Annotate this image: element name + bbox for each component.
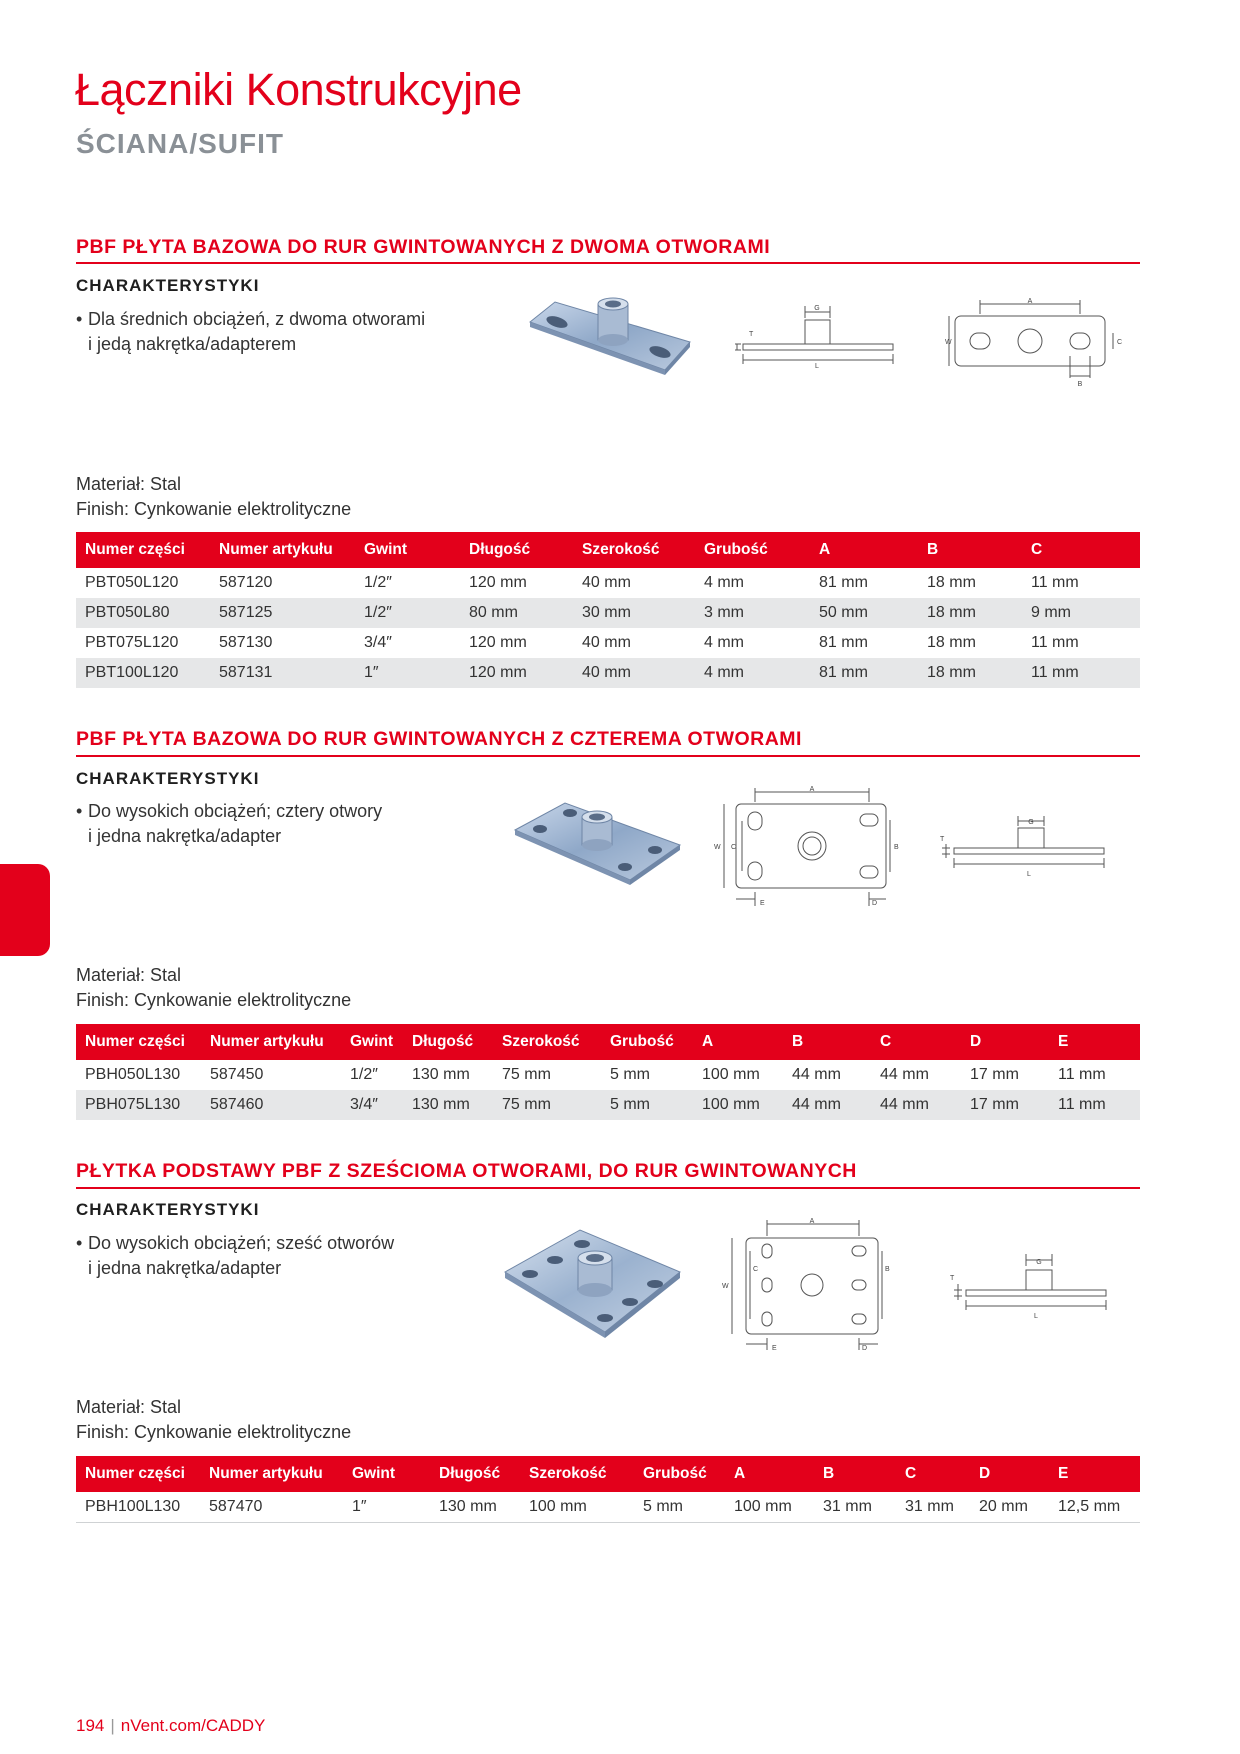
dim-label-d: D bbox=[862, 1345, 868, 1352]
dim-label-a: A bbox=[1027, 298, 1033, 305]
product-photo-two-hole-plate bbox=[525, 292, 695, 382]
table-cell: 4 mm bbox=[704, 634, 744, 651]
column-header: Długość bbox=[403, 1024, 493, 1060]
column-header: A bbox=[810, 532, 918, 568]
column-header: Numer artykułu bbox=[201, 1024, 341, 1060]
section-1-title: PBF PŁYTA BAZOWA DO RUR GWINTOWANYCH Z DWOMA OTWORAMI bbox=[76, 236, 771, 258]
table-header-row bbox=[76, 532, 1140, 568]
table-row bbox=[76, 658, 1140, 688]
table-cell: 12,5 mm bbox=[1049, 1492, 1140, 1523]
table-cell: 100 mm bbox=[702, 1066, 760, 1083]
section-2-finish: Finish: Cynkowanie elektrolityczne bbox=[76, 990, 352, 1010]
dim-label-t: T bbox=[940, 836, 945, 843]
column-header: Szerokość bbox=[520, 1456, 634, 1492]
dim-label-b: B bbox=[1077, 381, 1083, 388]
column-header: Szerokość bbox=[573, 532, 695, 568]
column-header: D bbox=[970, 1456, 1049, 1492]
table-cell: 120 mm bbox=[469, 634, 527, 651]
table-cell: 11 mm bbox=[1022, 658, 1140, 688]
section-3-bullet: • Do wysokich obciążeń; sześć otworów i jedna nakrętka/adapter bbox=[76, 1231, 476, 1281]
dim-label-b: B bbox=[894, 844, 899, 851]
table-cell: 18 mm bbox=[927, 574, 976, 591]
table-cell: 11 mm bbox=[1031, 574, 1079, 591]
section-1-bullet: • Dla średnich obciążeń, z dwoma otworami i jedą nakrętka/adapterem bbox=[76, 307, 476, 357]
spec-table-1 bbox=[76, 532, 1140, 688]
table-cell: 3/4″ bbox=[341, 1090, 403, 1120]
table-row bbox=[76, 598, 1140, 628]
section-3-material: Materiał: Stal bbox=[76, 1397, 182, 1417]
table-cell: 17 mm bbox=[970, 1066, 1019, 1083]
section-2-bullet-line2: i jedna nakrętka/adapter bbox=[88, 826, 282, 846]
section-3-char-label: CHARAKTERYSTYKI bbox=[76, 1200, 260, 1219]
column-header: Numer części bbox=[76, 532, 210, 568]
top-view-diagram-2 bbox=[712, 784, 912, 910]
spec-table-3 bbox=[76, 1456, 1140, 1523]
section-1-bullet-line1: Dla średnich obciążeń, z dwoma otworami bbox=[88, 309, 426, 329]
table-cell: 80 mm bbox=[460, 598, 573, 628]
column-header: Numer artykułu bbox=[200, 1456, 343, 1492]
table-cell: 40 mm bbox=[582, 574, 631, 591]
table-cell: 30 mm bbox=[573, 598, 695, 628]
section-2-rule bbox=[76, 755, 1140, 757]
top-view-diagram-1 bbox=[945, 296, 1135, 388]
dim-label-w: W bbox=[722, 1283, 729, 1290]
footer-separator: | bbox=[110, 1716, 115, 1735]
column-header: Grubość bbox=[601, 1024, 693, 1060]
column-header: B bbox=[783, 1024, 871, 1060]
table-row bbox=[76, 568, 1140, 598]
side-view-diagram-3 bbox=[950, 1250, 1120, 1322]
table-cell: 20 mm bbox=[970, 1492, 1049, 1523]
dim-label-t: T bbox=[749, 331, 754, 338]
table-header-row bbox=[76, 1456, 1140, 1492]
table-row bbox=[76, 628, 1140, 658]
table-cell: 17 mm bbox=[961, 1090, 1049, 1120]
page-subtitle: ŚCIANA/SUFIT bbox=[76, 128, 284, 159]
table-cell: 120 mm bbox=[469, 574, 527, 591]
table-cell: PBH075L130 bbox=[76, 1090, 201, 1120]
column-header: B bbox=[918, 532, 1022, 568]
side-view-diagram-1 bbox=[735, 300, 905, 375]
column-header: Gwint bbox=[341, 1024, 403, 1060]
table-cell: 31 mm bbox=[896, 1492, 970, 1523]
table-cell: 40 mm bbox=[573, 658, 695, 688]
table-cell: 75 mm bbox=[502, 1066, 551, 1083]
table-cell: 587130 bbox=[219, 634, 273, 651]
table-cell: 1″ bbox=[355, 658, 460, 688]
table-cell: 5 mm bbox=[610, 1066, 650, 1083]
column-header: Grubość bbox=[695, 532, 810, 568]
table-cell: 75 mm bbox=[493, 1090, 601, 1120]
table-cell: 11 mm bbox=[1049, 1090, 1140, 1120]
spec-table-2 bbox=[76, 1024, 1140, 1120]
table-cell: 81 mm bbox=[819, 634, 868, 651]
table-cell: 40 mm bbox=[582, 634, 631, 651]
section-3-bullet-line2: i jedna nakrętka/adapter bbox=[88, 1258, 282, 1278]
table-row bbox=[76, 1492, 1140, 1523]
column-header: E bbox=[1049, 1456, 1140, 1492]
table-cell: 44 mm bbox=[871, 1090, 961, 1120]
section-3-bullet-line1: Do wysokich obciążeń; sześć otworów bbox=[88, 1233, 395, 1253]
table-cell: 120 mm bbox=[460, 658, 573, 688]
dim-label-c: C bbox=[1117, 339, 1123, 346]
table-cell: PBH050L130 bbox=[85, 1066, 181, 1083]
dim-label-c: C bbox=[731, 844, 737, 851]
dim-label-g: G bbox=[1028, 819, 1034, 826]
table-cell: 44 mm bbox=[880, 1066, 929, 1083]
table-cell: 3 mm bbox=[695, 598, 810, 628]
section-1-material: Materiał: Stal bbox=[76, 474, 182, 494]
column-header: D bbox=[961, 1024, 1049, 1060]
table-cell: PBT050L80 bbox=[76, 598, 210, 628]
table-cell: 3/4″ bbox=[364, 634, 392, 651]
section-3-title: PŁYTKA PODSTAWY PBF Z SZEŚCIOMA OTWORAMI, DO RUR GWINTOWANYCH bbox=[76, 1160, 857, 1182]
dim-label-l: L bbox=[1034, 1313, 1038, 1320]
section-1-bullet-line2: i jedą nakrętka/adapterem bbox=[88, 334, 297, 354]
table-cell: PBT050L120 bbox=[85, 574, 179, 591]
table-cell: 18 mm bbox=[918, 598, 1022, 628]
dim-label-c: C bbox=[753, 1266, 759, 1273]
table-cell: 18 mm bbox=[918, 658, 1022, 688]
table-header-row bbox=[76, 1024, 1140, 1060]
dim-label-e: E bbox=[772, 1345, 777, 1352]
column-header: C bbox=[1022, 532, 1140, 568]
column-header: Numer artykułu bbox=[210, 532, 355, 568]
dim-label-l: L bbox=[1027, 871, 1031, 878]
table-cell: PBH100L130 bbox=[76, 1492, 200, 1523]
section-1-rule bbox=[76, 262, 1140, 264]
table-cell: 130 mm bbox=[403, 1090, 493, 1120]
table-cell: 44 mm bbox=[783, 1090, 871, 1120]
dim-label-t: T bbox=[950, 1275, 955, 1282]
column-header: E bbox=[1049, 1024, 1140, 1060]
table-cell: 4 mm bbox=[704, 574, 744, 591]
table-row bbox=[76, 1090, 1140, 1120]
table-cell: 100 mm bbox=[520, 1492, 634, 1523]
column-header: C bbox=[896, 1456, 970, 1492]
column-header: Długość bbox=[460, 532, 573, 568]
footer-site-link[interactable]: nVent.com/CADDY bbox=[120, 1716, 266, 1735]
table-cell: 31 mm bbox=[814, 1492, 896, 1523]
table-cell: 81 mm bbox=[810, 658, 918, 688]
product-photo-six-hole-plate bbox=[500, 1222, 685, 1347]
table-cell: 81 mm bbox=[819, 574, 868, 591]
top-view-diagram-3 bbox=[722, 1216, 917, 1352]
dim-label-g: G bbox=[1036, 1259, 1042, 1266]
section-2-material: Materiał: Stal bbox=[76, 965, 182, 985]
dim-label-e: E bbox=[760, 900, 765, 907]
dim-label-w: W bbox=[714, 844, 721, 851]
column-header: Szerokość bbox=[493, 1024, 601, 1060]
table-cell: 5 mm bbox=[634, 1492, 725, 1523]
dim-label-w: W bbox=[945, 339, 952, 346]
section-3-finish: Finish: Cynkowanie elektrolityczne bbox=[76, 1422, 352, 1442]
table-cell: 18 mm bbox=[927, 634, 976, 651]
column-header: Numer części bbox=[76, 1456, 200, 1492]
dim-label-g: G bbox=[814, 305, 820, 312]
table-cell: 4 mm bbox=[695, 658, 810, 688]
column-header: Gwint bbox=[343, 1456, 430, 1492]
table-cell: 9 mm bbox=[1022, 598, 1140, 628]
section-3-rule bbox=[76, 1187, 1140, 1189]
column-header: Grubość bbox=[634, 1456, 725, 1492]
table-cell: 5 mm bbox=[601, 1090, 693, 1120]
table-cell: 587120 bbox=[219, 574, 273, 591]
table-cell: 11 mm bbox=[1058, 1066, 1106, 1083]
table-cell: 587460 bbox=[201, 1090, 341, 1120]
column-header: Długość bbox=[430, 1456, 520, 1492]
section-1-finish: Finish: Cynkowanie elektrolityczne bbox=[76, 499, 352, 519]
column-header: Numer części bbox=[76, 1024, 201, 1060]
column-header: C bbox=[871, 1024, 961, 1060]
table-cell: 11 mm bbox=[1031, 634, 1079, 651]
page-title: Łączniki Konstrukcyjne bbox=[75, 64, 522, 115]
table-cell: 587450 bbox=[210, 1066, 264, 1083]
dim-label-l: L bbox=[815, 363, 819, 370]
dim-label-b: B bbox=[885, 1266, 890, 1273]
dim-label-a: A bbox=[809, 1218, 815, 1225]
table-cell: 1″ bbox=[343, 1492, 430, 1523]
table-cell: PBT075L120 bbox=[85, 634, 179, 651]
section-2-title: PBF PŁYTA BAZOWA DO RUR GWINTOWANYCH Z CZTEREMA OTWORAMI bbox=[76, 728, 802, 750]
table-cell: 1/2″ bbox=[355, 598, 460, 628]
table-cell: 50 mm bbox=[810, 598, 918, 628]
table-cell: 130 mm bbox=[412, 1066, 470, 1083]
table-cell: 130 mm bbox=[430, 1492, 520, 1523]
section-2-char-label: CHARAKTERYSTYKI bbox=[76, 769, 260, 788]
column-header: Gwint bbox=[355, 532, 460, 568]
table-cell: 587125 bbox=[210, 598, 355, 628]
section-2-bullet: • Do wysokich obciążeń; cztery otwory i jedna nakrętka/adapter bbox=[76, 799, 476, 849]
column-header: A bbox=[693, 1024, 783, 1060]
product-photo-four-hole-plate bbox=[510, 795, 685, 895]
dim-label-a: A bbox=[809, 786, 815, 793]
table-row bbox=[76, 1060, 1140, 1090]
table-cell: PBT100L120 bbox=[76, 658, 210, 688]
dim-label-d: D bbox=[872, 900, 878, 907]
section-2-bullet-line1: Do wysokich obciążeń; cztery otwory bbox=[88, 801, 383, 821]
table-cell: 100 mm bbox=[725, 1492, 814, 1523]
page-number: 194 bbox=[76, 1716, 105, 1735]
table-cell: 1/2″ bbox=[364, 574, 392, 591]
table-cell: 44 mm bbox=[792, 1066, 841, 1083]
table-cell: 1/2″ bbox=[350, 1066, 378, 1083]
page-footer bbox=[76, 1716, 265, 1736]
column-header: B bbox=[814, 1456, 896, 1492]
section-1-char-label: CHARAKTERYSTYKI bbox=[76, 276, 260, 295]
column-header: A bbox=[725, 1456, 814, 1492]
side-view-diagram-2 bbox=[940, 814, 1120, 884]
table-cell: 587131 bbox=[210, 658, 355, 688]
side-tab-marker bbox=[0, 864, 50, 956]
table-cell: 100 mm bbox=[693, 1090, 783, 1120]
table-cell: 587470 bbox=[200, 1492, 343, 1523]
